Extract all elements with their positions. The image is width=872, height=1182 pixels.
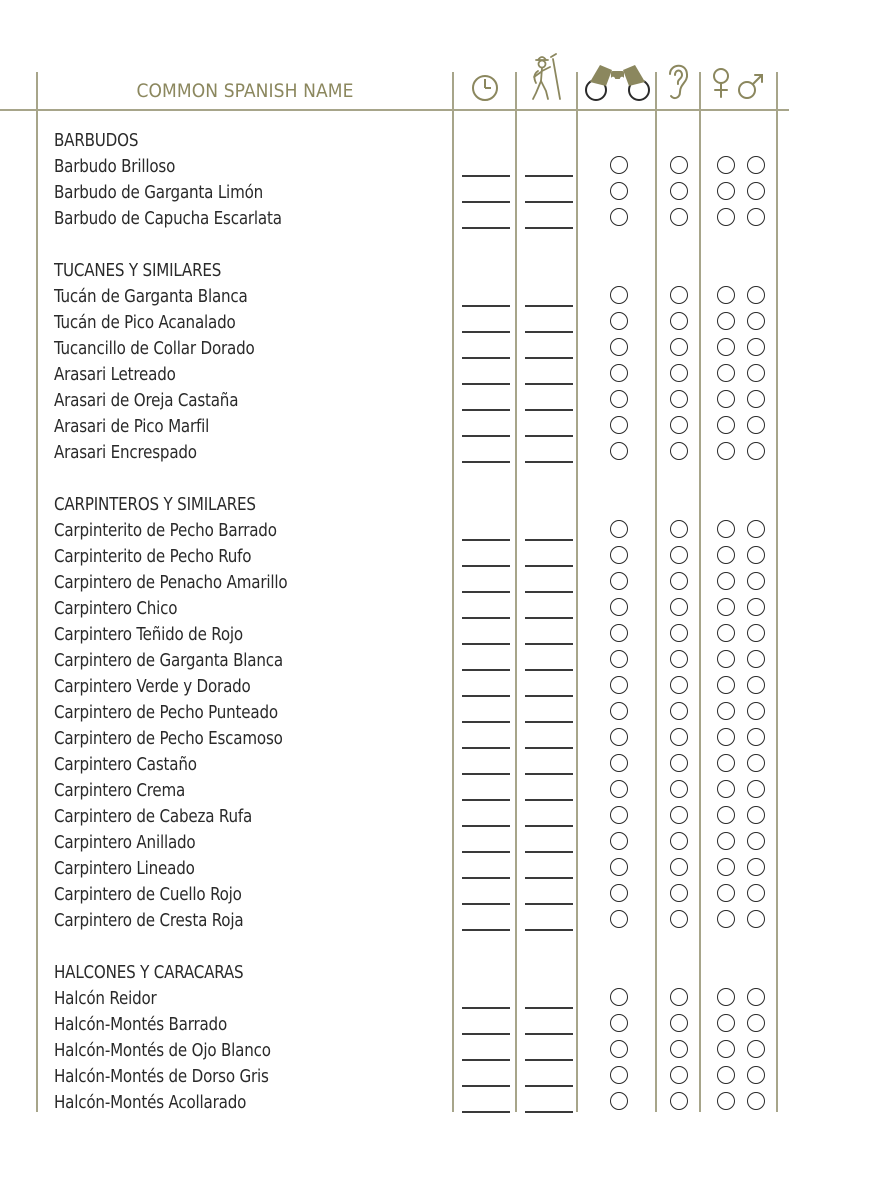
heard-checkbox[interactable] <box>670 754 688 772</box>
birder-hiker-icon <box>524 53 564 101</box>
seen-checkbox[interactable] <box>610 988 628 1006</box>
male-checkbox[interactable] <box>747 702 765 720</box>
male-checkbox[interactable] <box>747 598 765 616</box>
male-checkbox[interactable] <box>747 1040 765 1058</box>
date-seen-line[interactable] <box>462 539 510 541</box>
location-line[interactable] <box>525 1111 573 1113</box>
date-seen-line[interactable] <box>462 929 510 931</box>
species-row <box>0 753 872 779</box>
section-heading-row <box>0 493 872 519</box>
heard-checkbox[interactable] <box>670 312 688 330</box>
species-row <box>0 623 872 649</box>
species-row <box>0 519 872 545</box>
species-row <box>0 1065 872 1091</box>
heard-checkbox[interactable] <box>670 988 688 1006</box>
location-line[interactable] <box>525 539 573 541</box>
location-line[interactable] <box>525 747 573 749</box>
date-seen-line[interactable] <box>462 851 510 853</box>
date-seen-line[interactable] <box>462 903 510 905</box>
female-checkbox[interactable] <box>717 624 735 642</box>
species-name: Carpintero de Pecho Punteado <box>54 703 278 723</box>
female-checkbox[interactable] <box>717 338 735 356</box>
seen-checkbox[interactable] <box>610 338 628 356</box>
species-row <box>0 857 872 883</box>
seen-checkbox[interactable] <box>610 572 628 590</box>
species-name: Arasari de Oreja Castaña <box>54 391 239 411</box>
heard-checkbox[interactable] <box>670 546 688 564</box>
heard-checkbox[interactable] <box>670 442 688 460</box>
date-seen-line[interactable] <box>462 409 510 411</box>
heard-checkbox[interactable] <box>670 676 688 694</box>
heard-checkbox[interactable] <box>670 208 688 226</box>
seen-checkbox[interactable] <box>610 312 628 330</box>
female-checkbox[interactable] <box>717 884 735 902</box>
seen-checkbox[interactable] <box>610 728 628 746</box>
male-checkbox[interactable] <box>747 156 765 174</box>
heard-checkbox[interactable] <box>670 1014 688 1032</box>
species-name: Carpintero de Pecho Escamoso <box>54 729 283 749</box>
heard-checkbox[interactable] <box>670 338 688 356</box>
heard-checkbox[interactable] <box>670 702 688 720</box>
date-seen-line[interactable] <box>462 1111 510 1113</box>
section-heading-row <box>0 129 872 155</box>
date-seen-line[interactable] <box>462 383 510 385</box>
heard-checkbox[interactable] <box>670 806 688 824</box>
heard-checkbox[interactable] <box>670 572 688 590</box>
species-name: Barbudo de Garganta Limón <box>54 183 264 203</box>
male-checkbox[interactable] <box>747 442 765 460</box>
heard-checkbox[interactable] <box>670 364 688 382</box>
location-line[interactable] <box>525 227 573 229</box>
seen-checkbox[interactable] <box>610 416 628 434</box>
heard-checkbox[interactable] <box>670 1066 688 1084</box>
male-checkbox[interactable] <box>747 806 765 824</box>
location-line[interactable] <box>525 331 573 333</box>
location-line[interactable] <box>525 669 573 671</box>
male-checkbox[interactable] <box>747 780 765 798</box>
seen-checkbox[interactable] <box>610 650 628 668</box>
location-line[interactable] <box>525 1059 573 1061</box>
heard-checkbox[interactable] <box>670 1040 688 1058</box>
species-name: Arasari Letreado <box>54 365 176 385</box>
species-row <box>0 311 872 337</box>
date-seen-line[interactable] <box>462 591 510 593</box>
heard-checkbox[interactable] <box>670 624 688 642</box>
female-checkbox[interactable] <box>717 988 735 1006</box>
location-line[interactable] <box>525 1085 573 1087</box>
female-checkbox[interactable] <box>717 572 735 590</box>
species-row <box>0 337 872 363</box>
species-name: Arasari de Pico Marfil <box>54 417 210 437</box>
female-checkbox[interactable] <box>717 676 735 694</box>
species-row <box>0 155 872 181</box>
location-line[interactable] <box>525 357 573 359</box>
heard-checkbox[interactable] <box>670 598 688 616</box>
date-seen-line[interactable] <box>462 175 510 177</box>
clock-icon <box>470 73 500 103</box>
species-name: Carpinterito de Pecho Barrado <box>54 521 277 541</box>
heard-checkbox[interactable] <box>670 1092 688 1110</box>
species-name: Carpintero de Garganta Blanca <box>54 651 283 671</box>
species-row <box>0 597 872 623</box>
seen-checkbox[interactable] <box>610 442 628 460</box>
male-checkbox[interactable] <box>747 650 765 668</box>
female-checkbox[interactable] <box>717 780 735 798</box>
location-line[interactable] <box>525 903 573 905</box>
location-line[interactable] <box>525 409 573 411</box>
species-row <box>0 727 872 753</box>
location-line[interactable] <box>525 1033 573 1035</box>
heard-checkbox[interactable] <box>670 182 688 200</box>
male-checkbox[interactable] <box>747 754 765 772</box>
heard-checkbox[interactable] <box>670 832 688 850</box>
seen-checkbox[interactable] <box>610 208 628 226</box>
seen-checkbox[interactable] <box>610 884 628 902</box>
species-row <box>0 675 872 701</box>
male-checkbox[interactable] <box>747 390 765 408</box>
heard-checkbox[interactable] <box>670 520 688 538</box>
date-seen-line[interactable] <box>462 669 510 671</box>
female-checkbox[interactable] <box>717 858 735 876</box>
date-seen-line[interactable] <box>462 799 510 801</box>
female-checkbox[interactable] <box>717 702 735 720</box>
female-male-icon <box>710 66 768 102</box>
location-line[interactable] <box>525 201 573 203</box>
species-name: Tucán de Garganta Blanca <box>54 287 248 307</box>
species-name: Carpintero Crema <box>54 781 186 801</box>
male-checkbox[interactable] <box>747 208 765 226</box>
heard-checkbox[interactable] <box>670 156 688 174</box>
male-checkbox[interactable] <box>747 884 765 902</box>
species-row <box>0 805 872 831</box>
species-name: Carpintero de Cresta Roja <box>54 911 244 931</box>
seen-checkbox[interactable] <box>610 364 628 382</box>
species-name: Arasari Encrespado <box>54 443 197 463</box>
date-seen-line[interactable] <box>462 721 510 723</box>
section-heading-row <box>0 259 872 285</box>
date-seen-line[interactable] <box>462 201 510 203</box>
heard-checkbox[interactable] <box>670 780 688 798</box>
seen-checkbox[interactable] <box>610 858 628 876</box>
location-line[interactable] <box>525 851 573 853</box>
section-heading: BARBUDOS <box>54 131 139 151</box>
species-name: Carpinterito de Pecho Rufo <box>54 547 252 567</box>
species-row <box>0 545 872 571</box>
heard-checkbox[interactable] <box>670 286 688 304</box>
species-name: Carpintero de Penacho Amarillo <box>54 573 288 593</box>
species-name: Halcón-Montés Acollarado <box>54 1093 247 1113</box>
female-checkbox[interactable] <box>717 390 735 408</box>
male-checkbox[interactable] <box>747 364 765 382</box>
species-name: Barbudo de Capucha Escarlata <box>54 209 282 229</box>
heard-checkbox[interactable] <box>670 728 688 746</box>
male-checkbox[interactable] <box>747 1014 765 1032</box>
seen-checkbox[interactable] <box>610 286 628 304</box>
species-row <box>0 415 872 441</box>
date-seen-line[interactable] <box>462 305 510 307</box>
date-seen-line[interactable] <box>462 643 510 645</box>
heard-checkbox[interactable] <box>670 910 688 928</box>
species-row <box>0 389 872 415</box>
date-seen-line[interactable] <box>462 747 510 749</box>
location-line[interactable] <box>525 929 573 931</box>
species-name: Carpintero de Cuello Rojo <box>54 885 242 905</box>
male-checkbox[interactable] <box>747 1092 765 1110</box>
female-checkbox[interactable] <box>717 208 735 226</box>
seen-checkbox[interactable] <box>610 624 628 642</box>
date-seen-line[interactable] <box>462 331 510 333</box>
heard-checkbox[interactable] <box>670 390 688 408</box>
female-checkbox[interactable] <box>717 754 735 772</box>
date-seen-line[interactable] <box>462 877 510 879</box>
section-heading: TUCANES Y SIMILARES <box>54 261 222 281</box>
seen-checkbox[interactable] <box>610 1040 628 1058</box>
species-name: Carpintero Castaño <box>54 755 197 775</box>
species-row <box>0 701 872 727</box>
male-checkbox[interactable] <box>747 182 765 200</box>
female-checkbox[interactable] <box>717 156 735 174</box>
female-checkbox[interactable] <box>717 546 735 564</box>
species-name: Tucancillo de Collar Dorado <box>54 339 255 359</box>
species-name: Carpintero Lineado <box>54 859 195 879</box>
location-line[interactable] <box>525 825 573 827</box>
species-name: Carpintero Teñido de Rojo <box>54 625 243 645</box>
male-checkbox[interactable] <box>747 910 765 928</box>
species-row <box>0 363 872 389</box>
date-seen-line[interactable] <box>462 227 510 229</box>
date-seen-line[interactable] <box>462 1033 510 1035</box>
female-checkbox[interactable] <box>717 364 735 382</box>
female-checkbox[interactable] <box>717 832 735 850</box>
seen-checkbox[interactable] <box>610 1014 628 1032</box>
seen-checkbox[interactable] <box>610 702 628 720</box>
male-checkbox[interactable] <box>747 572 765 590</box>
location-line[interactable] <box>525 461 573 463</box>
species-row <box>0 1091 872 1117</box>
species-name: Halcón-Montés Barrado <box>54 1015 228 1035</box>
male-checkbox[interactable] <box>747 1066 765 1084</box>
male-checkbox[interactable] <box>747 312 765 330</box>
seen-checkbox[interactable] <box>610 1092 628 1110</box>
section-heading: CARPINTEROS Y SIMILARES <box>54 495 256 515</box>
species-row <box>0 649 872 675</box>
species-name: Carpintero Verde y Dorado <box>54 677 251 697</box>
species-name: Barbudo Brilloso <box>54 157 176 177</box>
seen-checkbox[interactable] <box>610 676 628 694</box>
location-line[interactable] <box>525 877 573 879</box>
date-seen-line[interactable] <box>462 1007 510 1009</box>
seen-checkbox[interactable] <box>610 806 628 824</box>
location-line[interactable] <box>525 617 573 619</box>
seen-checkbox[interactable] <box>610 832 628 850</box>
species-row <box>0 831 872 857</box>
seen-checkbox[interactable] <box>610 390 628 408</box>
male-checkbox[interactable] <box>747 988 765 1006</box>
female-checkbox[interactable] <box>717 806 735 824</box>
species-name: Halcón Reidor <box>54 989 157 1009</box>
seen-checkbox[interactable] <box>610 182 628 200</box>
date-seen-line[interactable] <box>462 617 510 619</box>
date-seen-line[interactable] <box>462 825 510 827</box>
location-line[interactable] <box>525 799 573 801</box>
species-name: Carpintero de Cabeza Rufa <box>54 807 253 827</box>
heard-checkbox[interactable] <box>670 858 688 876</box>
female-checkbox[interactable] <box>717 910 735 928</box>
ear-icon <box>664 60 692 102</box>
female-checkbox[interactable] <box>717 1092 735 1110</box>
species-row <box>0 779 872 805</box>
location-line[interactable] <box>525 565 573 567</box>
location-line[interactable] <box>525 721 573 723</box>
species-name: Tucán de Pico Acanalado <box>54 313 236 333</box>
species-name: Halcón-Montés de Dorso Gris <box>54 1067 269 1087</box>
heard-checkbox[interactable] <box>670 650 688 668</box>
seen-checkbox[interactable] <box>610 598 628 616</box>
female-checkbox[interactable] <box>717 312 735 330</box>
species-name: Carpintero Chico <box>54 599 178 619</box>
female-checkbox[interactable] <box>717 416 735 434</box>
female-checkbox[interactable] <box>717 1066 735 1084</box>
location-line[interactable] <box>525 435 573 437</box>
date-seen-line[interactable] <box>462 1059 510 1061</box>
male-checkbox[interactable] <box>747 858 765 876</box>
female-checkbox[interactable] <box>717 650 735 668</box>
species-row <box>0 987 872 1013</box>
male-checkbox[interactable] <box>747 624 765 642</box>
seen-checkbox[interactable] <box>610 780 628 798</box>
seen-checkbox[interactable] <box>610 1066 628 1084</box>
male-checkbox[interactable] <box>747 676 765 694</box>
date-seen-line[interactable] <box>462 1085 510 1087</box>
seen-checkbox[interactable] <box>610 156 628 174</box>
date-seen-line[interactable] <box>462 357 510 359</box>
location-line[interactable] <box>525 695 573 697</box>
header-rule <box>0 109 789 111</box>
male-checkbox[interactable] <box>747 520 765 538</box>
species-row <box>0 909 872 935</box>
species-row <box>0 883 872 909</box>
female-checkbox[interactable] <box>717 182 735 200</box>
heard-checkbox[interactable] <box>670 416 688 434</box>
date-seen-line[interactable] <box>462 435 510 437</box>
location-line[interactable] <box>525 305 573 307</box>
seen-checkbox[interactable] <box>610 546 628 564</box>
section-heading: HALCONES Y CARACARAS <box>54 963 244 983</box>
female-checkbox[interactable] <box>717 728 735 746</box>
male-checkbox[interactable] <box>747 546 765 564</box>
date-seen-line[interactable] <box>462 565 510 567</box>
location-line[interactable] <box>525 175 573 177</box>
species-row <box>0 1013 872 1039</box>
location-line[interactable] <box>525 591 573 593</box>
species-row <box>0 441 872 467</box>
male-checkbox[interactable] <box>747 728 765 746</box>
female-checkbox[interactable] <box>717 598 735 616</box>
seen-checkbox[interactable] <box>610 754 628 772</box>
male-checkbox[interactable] <box>747 832 765 850</box>
date-seen-line[interactable] <box>462 773 510 775</box>
female-checkbox[interactable] <box>717 442 735 460</box>
location-line[interactable] <box>525 773 573 775</box>
species-row <box>0 1039 872 1065</box>
date-seen-line[interactable] <box>462 461 510 463</box>
female-checkbox[interactable] <box>717 1014 735 1032</box>
heard-checkbox[interactable] <box>670 884 688 902</box>
species-name: Halcón-Montés de Ojo Blanco <box>54 1041 271 1061</box>
species-row <box>0 207 872 233</box>
seen-checkbox[interactable] <box>610 910 628 928</box>
male-checkbox[interactable] <box>747 286 765 304</box>
male-checkbox[interactable] <box>747 416 765 434</box>
male-checkbox[interactable] <box>747 338 765 356</box>
female-checkbox[interactable] <box>717 520 735 538</box>
female-checkbox[interactable] <box>717 286 735 304</box>
species-name: Carpintero Anillado <box>54 833 196 853</box>
location-line[interactable] <box>525 1007 573 1009</box>
species-row <box>0 181 872 207</box>
location-line[interactable] <box>525 643 573 645</box>
location-line[interactable] <box>525 383 573 385</box>
section-heading-row <box>0 961 872 987</box>
column-header-name: COMMON SPANISH NAME <box>136 80 354 102</box>
female-checkbox[interactable] <box>717 1040 735 1058</box>
species-row <box>0 571 872 597</box>
binoculars-icon <box>582 62 654 104</box>
seen-checkbox[interactable] <box>610 520 628 538</box>
species-row <box>0 285 872 311</box>
date-seen-line[interactable] <box>462 695 510 697</box>
